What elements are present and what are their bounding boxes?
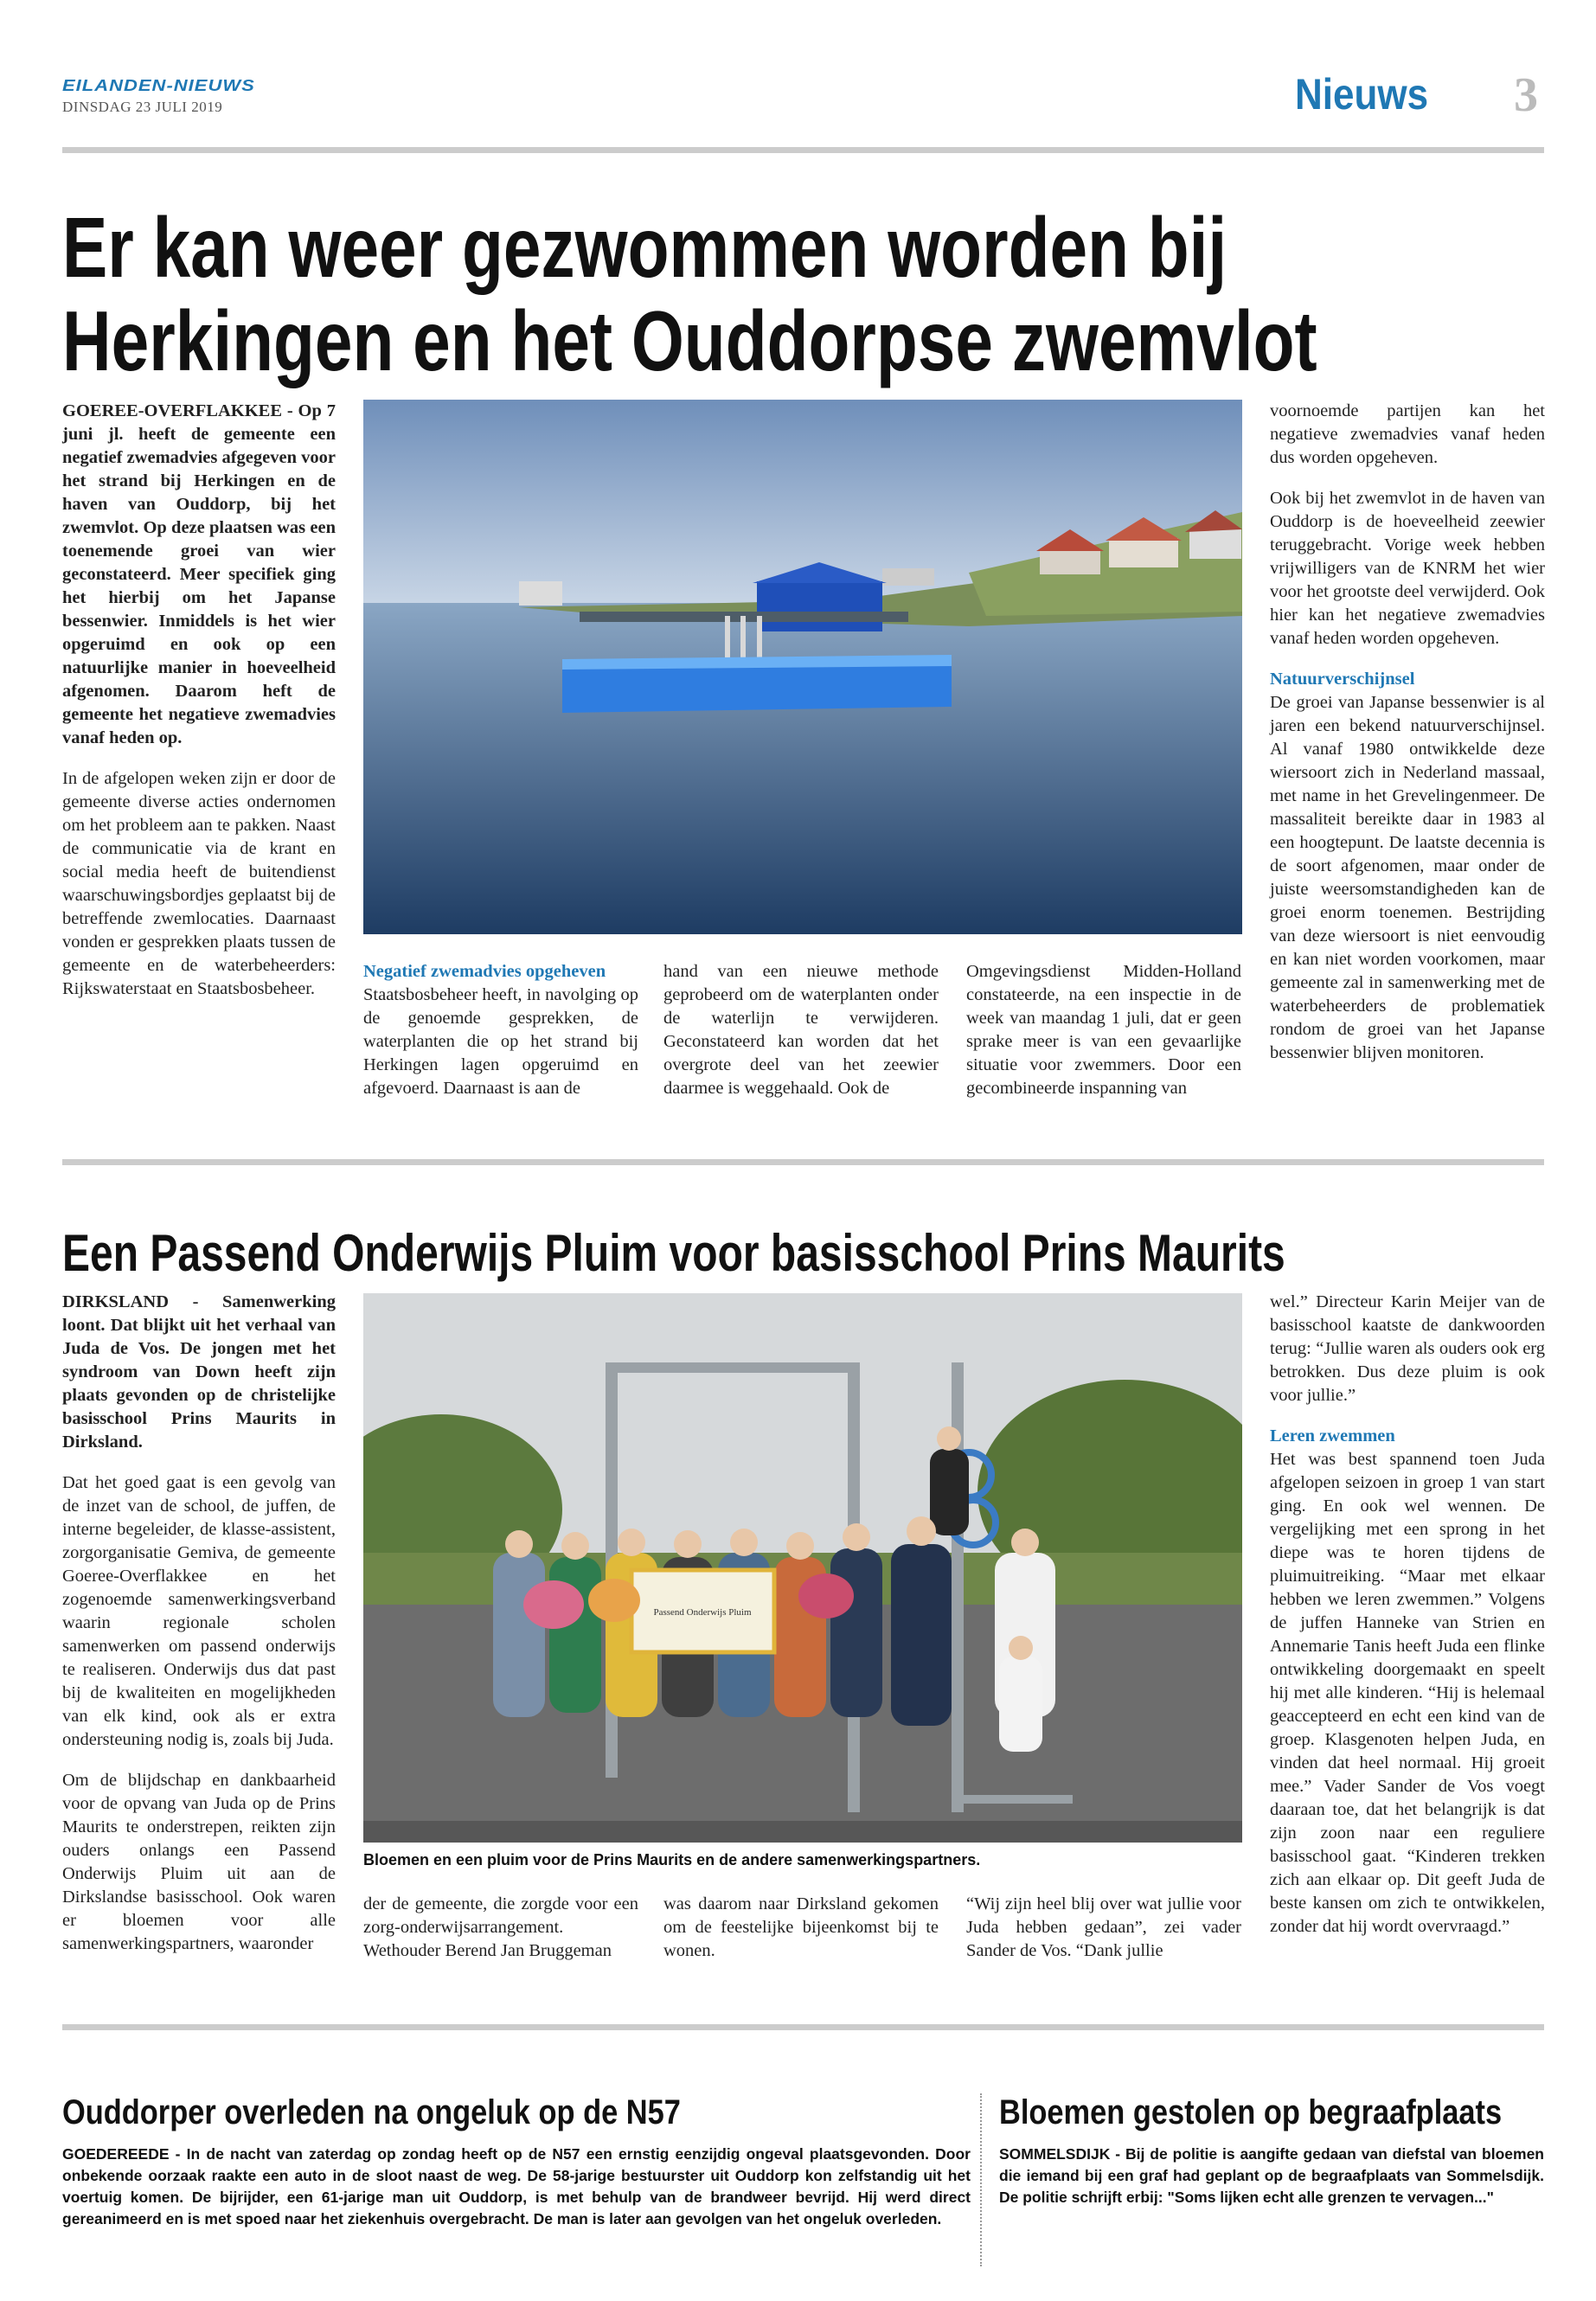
article1-col4-text: Omgevingsdienst Midden-Holland constateerde, na een inspectie in de week van maandag 1 juli, dat er geen sprake meer is van een gevaarlijke situatie voor zwemmers. Door een gecombineerde inspanning van (966, 962, 1241, 1098)
article2-lead: DIRKSLAND - Samenwerking loont. Dat blijkt uit het verhaal van Juda de Vos. De jongen met het syndroom van Down heeft zijn plaats gevonden op de christelijke basisschool Prins Maurits in Dirksland. (62, 1292, 336, 1452)
newspaper-logo: EILANDEN-NIEUWS (62, 76, 255, 95)
certificate-text: Passend Onderwijs Pluim (653, 1607, 752, 1618)
brief1-text: GOEDEREEDE - In de nacht van zaterdag op zondag heeft op de N57 een ernstig eenzijdig ongeval plaatsgevonden. Door onbekende oorzaak raakte een auto in de sloot naast de weg. De 58-jarige bestuurster uit Ouddorp kon zelfstandig uit het voertuig komen. De bijrijder, een 61-jarige man uit Ouddorp, is met behulp van de brandweer bevrijd. Hij werd direct gereanimeerd en is met spoed naar het ziekenhuis overgebracht. De man is later aan gevolgen van het ongeluk overleden. (62, 2145, 971, 2227)
school-group-photo (363, 1293, 1242, 1843)
article2-column-4 (966, 1893, 1241, 1963)
article2-subhead: Leren zwemmen (1270, 1426, 1395, 1445)
article2-paragraph-1: Dat het goed gaat is een gevolg van de inzet van de school, de juffen, de interne begeleider, de klasse-assistent, zorgorganisatie Gemiva, de gemeente Goeree-Overflakkee en het zogenoemde samenwerkingsverband waarin regionale scholen samenwerken om passend onderwijs te realiseren. Onderwijs dus dat past bij de kwaliteiten en mogelijkheden van elk kind, ook als er extra ondersteuning nodig is, zoals bij Juda. (62, 1473, 336, 1749)
article1-col2-text: Staatsbosbeheer heeft, in navolging op de genoemde gesprekken, de waterplanten die op het strand bij Herkingen lagen opgeruimd en afgevoerd. Daarnaast is aan de (363, 985, 638, 1098)
article2-column-5 (1270, 1291, 1545, 1939)
article1-column-2 (363, 960, 638, 1100)
article2-column-1 (62, 1291, 336, 1973)
article1-col3-text: hand van een nieuwe methode geprobeerd om de waterplanten onder de waterlijn te verwijderen. Geconstateerd kan worden dat het overgrote deel van het zeewier daarmee is weggehaald. Ook de (663, 962, 939, 1098)
divider-middle (62, 1159, 1544, 1165)
brief-divider (980, 2093, 982, 2266)
brief1-title: Ouddorper overleden na ongeluk op de N57 (62, 2093, 681, 2131)
article2-paragraph-2: Om de blijdschap en dankbaarheid voor de opvang van Juda op de Prins Maurits te onderstrepen, reikten zijn ouders onlangs een Passend Onderwijs Pluim uit aan de Dirkslandse basisschool. Ook waren er bloemen voor alle samenwerkingspartners, waaronder (62, 1771, 336, 1953)
article2-col5-text-b: Het was best spannend toen Juda afgelopen seizoen in groep 1 van start ging. En ook wel wennen. De vergelijking met een sprong in het diepe was te horen tijdens de pluimuitreiking. “Maar met elkaar hebben we leren zwemmen.” Volgens de juffen Hanneke van Strien en Annemarie Tanis heeft Juda een flinke ontwikkeling doorgemaakt en speelt hij met alle kinderen. “Hij is helemaal geaccepteerd en echt een kind van de groep. Klasgenoten helpen Juda, en vinden dat heel normaal. Hij groeit mee.” Vader Sander de Vos voegt daaraan toe, dat het belangrijk is dat zijn zoon naar een reguliere basisschool gaat. “Kinderen trekken zich aan elkaar op. Dit geeft Juda de beste kansen om zich te ontwikkelen, zonder dat hij wordt overvraagd.” (1270, 1450, 1545, 1936)
article1-col5-text-b: Ook bij het zwemvlot in de haven van Ouddorp is de hoeveelheid zeewier teruggebracht. Vorige week hebben vrijwilligers van de KNRM het wier voor het grootste deel verwijderd. Ook hier kan het negatieve zwemadvies vanaf heden worden opgeheven. (1270, 489, 1545, 648)
article1-paragraph: In de afgelopen weken zijn er door de gemeente diverse acties ondernomen om het probleem aan te pakken. Naast de communicatie via de krant en social media heeft de buitendienst waarschuwingsbordjes geplaatst bij de betreffende zwemlocaties. Daarnaast vonden er gesprekken plaats tussen de gemeente en de waterbeheerders: Rijkswaterstaat en Staatsbosbeheer. (62, 769, 336, 998)
article1-column-1 (62, 400, 336, 1018)
photo-caption: Bloemen en een pluim voor de Prins Maurits en de andere samenwerkingspartners. (363, 1851, 981, 1868)
issue-date: DINSDAG 23 JULI 2019 (62, 99, 223, 115)
divider-bottom (62, 2024, 1544, 2030)
article2-col2-text: der de gemeente, die zorgde voor een zorg-onderwijsarrangement. Wethouder Berend Jan Bruggeman (363, 1894, 638, 1960)
article2-headline: Een Passend Onderwijs Pluim voor basisschool Prins Maurits (62, 1224, 1285, 1282)
article1-column-5 (1270, 400, 1545, 1065)
article1-headline-line2: Herkingen en het Ouddorpse zwemvlot (62, 293, 1317, 388)
swim-raft-photo (363, 400, 1242, 934)
article2-column-3 (663, 1893, 939, 1963)
brief2-title: Bloemen gestolen op begraafplaats (999, 2093, 1503, 2131)
article2-column-2 (363, 1893, 638, 1963)
article1-column-4 (966, 960, 1241, 1100)
article2-col4-text: “Wij zijn heel blij over wat jullie voor Juda hebben gedaan”, zei vader Sander de Vos. “Dank jullie (966, 1894, 1241, 1960)
article1-subhead-2: Natuurverschijnsel (1270, 670, 1415, 689)
article1-lead: GOEREE-OVERFLAKKEE - Op 7 juni jl. heeft de gemeente een negatief zwemadvies afgegeven voor het strand bij Herkingen en de haven van Ouddorp, bij het zwemvlot. Op deze plaatsen was een toenemende groei van wier geconstateerd. Meer specifiek ging het hierbij om het Japanse bessenwier. Inmiddels is het wier opgeruimd en ook op een natuurlijke manier in hoeveelheid afgenomen. Daarom heft de gemeente het negatieve zwemadvies vanaf heden op. (62, 401, 336, 747)
article1-column-3 (663, 960, 939, 1100)
page-number: 3 (1514, 68, 1538, 122)
article1-subhead-1: Negatief zwemadvies opgeheven (363, 962, 606, 981)
brief2-text: SOMMELSDIJK - Bij de politie is aangifte gedaan van diefstal van bloemen die iemand bij een graf had geplant op de begraafplaats van Sommelsdijk. De politie schrijft erbij: "Soms lijken echt alle grenzen te vervagen..." (999, 2145, 1544, 2206)
article1-col5-text-c: De groei van Japanse bessenwier is al jaren een bekend natuurverschijnsel. Al vanaf 1980 ontwikkelde deze wiersoort zich in Nederland massaal, met name in het Grevelingenmeer. De massaliteit bereikte daar in 1983 al een hoogtepunt. De laatste decennia is de soort afgenomen, maar onder de juiste weersomstandigheden kan de groei enorm toenemen. Bestrijding van deze wiersoort is niet eenvoudig en kan niet worden voorkomen, maar gemeente zal in samenwerking met de waterbeheerders de problematiek rondom de groei van het Japanse bessenwier blijven monitoren. (1270, 693, 1545, 1062)
article1-headline-line1: Er kan weer gezwommen worden bij (62, 200, 1227, 295)
divider-top (62, 147, 1544, 153)
article1-col5-text-a: voornoemde partijen kan het negatieve zwemadvies vanaf heden dus worden opgeheven. (1270, 401, 1545, 467)
article2-col3-text: was daarom naar Dirksland gekomen om de feestelijke bijeenkomst bij te wonen. (663, 1894, 939, 1960)
section-title: Nieuws (1295, 70, 1429, 119)
article2-col5-text-a: wel.” Directeur Karin Meijer van de basisschool kaatste de dankwoorden terug: “Jullie waren als ouders ook erg betrokken. Dus deze pluim is ook voor jullie.” (1270, 1292, 1545, 1405)
